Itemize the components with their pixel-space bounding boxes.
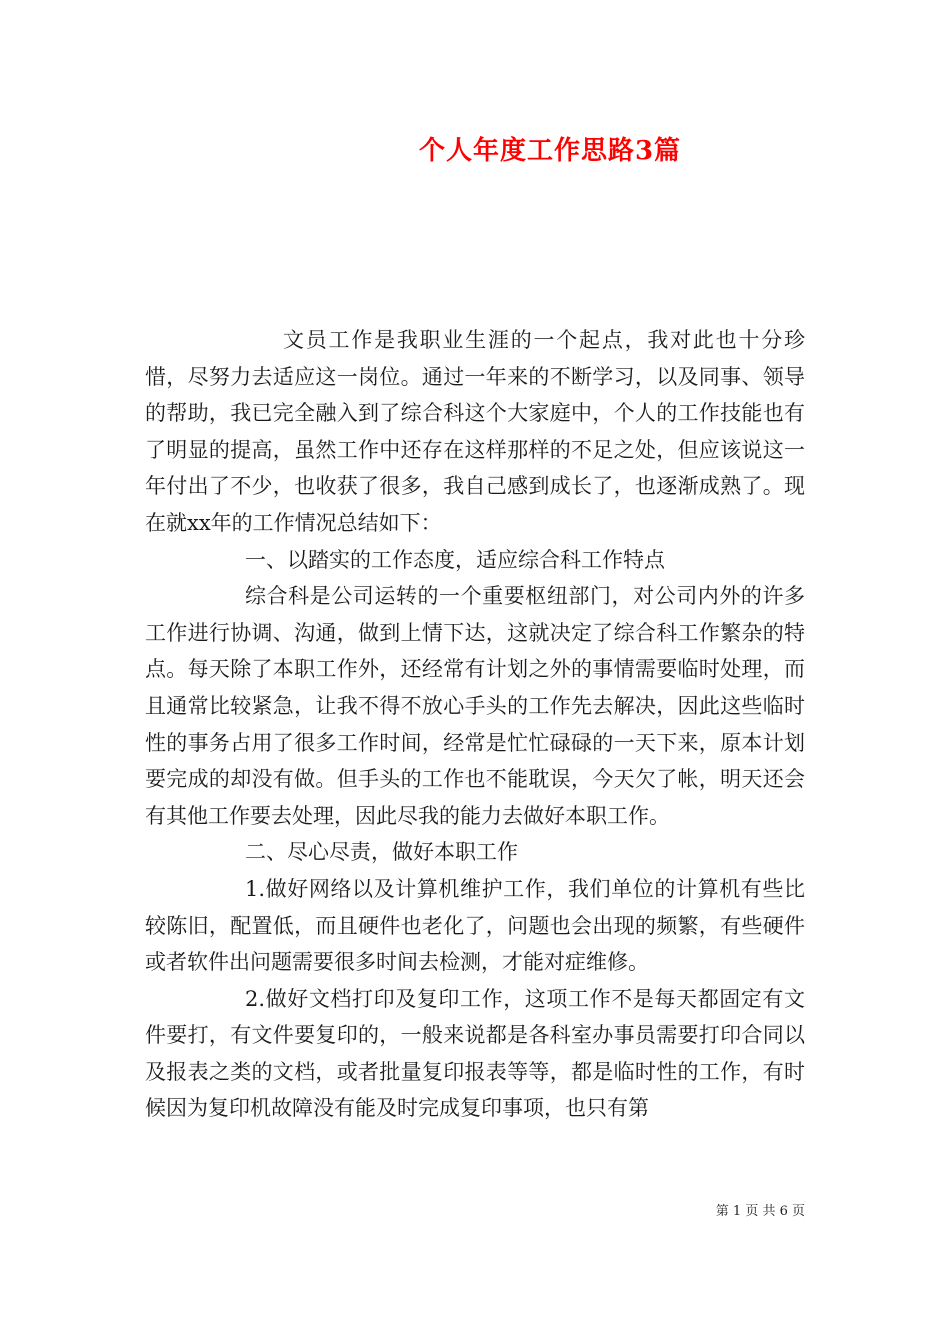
page-number-label: 第 1 页 共 6 页	[715, 1204, 805, 1219]
document-title: 个人年度工作思路3篇	[418, 136, 682, 166]
paragraph-section-1: 综合科是公司运转的一个重要枢纽部门，对公司内外的许多工作进行协调、沟通，做到上情下达，这就决定了综合科工作繁杂的特点。每天除了本职工作外，还经常有计划之外的事情需要临时处理，而且通常比较紧急，让我不得不放心手头的工作先去解决，因此这些临时性的事务占用了很多工作时间，经常是忙忙碌碌的一天下来，原本计划要完成的却没有做。但手头的工作也不能耽误，今天欠了帐，明天还会有其他工作要去处理，因此尽我的能力去做好本职工作。	[145, 584, 805, 828]
section-heading-1: 一、以踏实的工作态度，适应综合科工作特点	[245, 547, 665, 572]
paragraph-intro: 文员工作是我职业生涯的一个起点，我对此也十分珍惜，尽努力去适应这一岗位。通过一年来的不断学习，以及同事、领导的帮助，我已完全融入到了综合科这个大家庭中，个人的工作技能也有了明显的提高，虽然工作中还存在这样那样的不足之处，但应该说这一年付出了不少，也收获了很多，我自己感到成长了，也逐渐成熟了。现在就xx年的工作情况总结如下：	[145, 328, 805, 535]
page-footer	[0, 1203, 805, 1221]
paragraph-item-1: 1.做好网络以及计算机维护工作，我们单位的计算机有些比较陈旧，配置低，而且硬件也老化了，问题也会出现的频繁，有些硬件或者软件出问题需要很多时间去检测，才能对症维修。	[145, 876, 805, 975]
document-body	[145, 322, 805, 1127]
section-heading-2: 二、尽心尽责，做好本职工作	[245, 840, 518, 865]
paragraph-item-2: 2.做好文档打印及复印工作，这项工作不是每天都固定有文件要打，有文件要复印的，一般来说都是各科室办事员需要打印合同以及报表之类的文档，或者批量复印报表等等，都是临时性的工作，有时候因为复印机故障没有能及时完成复印事项，也只有第	[145, 986, 805, 1121]
